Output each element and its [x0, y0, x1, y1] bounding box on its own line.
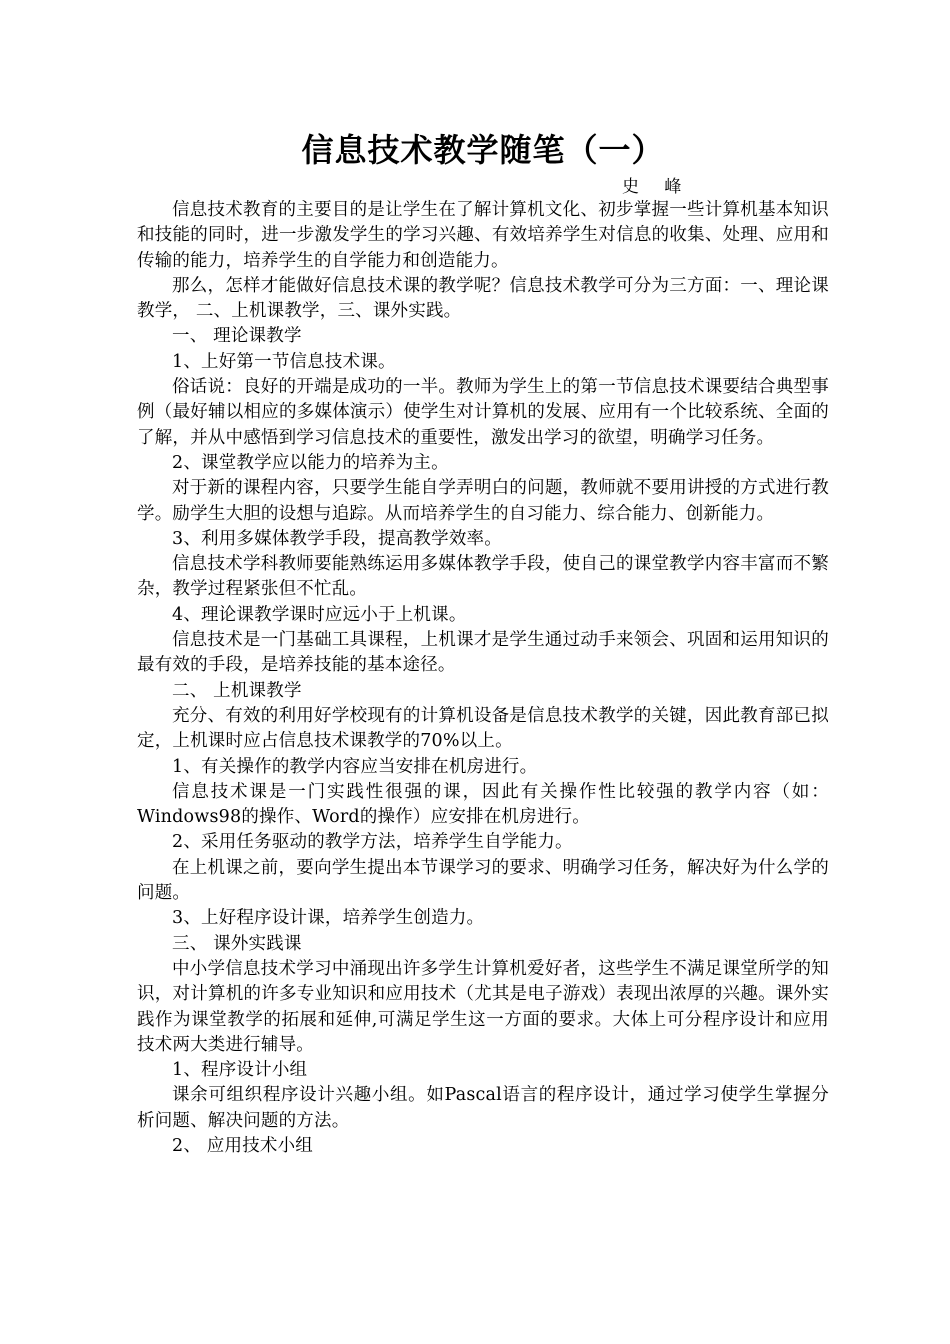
- subheading: 2、 应用技术小组: [172, 1135, 313, 1156]
- paragraph: 充分、有效的利用好学校现有的计算机设备是信息技术教学的关键，因此教育部已拟定，上机课时应占信息技术课教学的70%以上。: [137, 705, 829, 752]
- subheading: 3、上好程序设计课，培养学生创造力。: [172, 908, 485, 929]
- paragraph: 信息技术是一门基础工具课程，上机课才是学生通过动手来领会、巩固和运用知识的最有效的手段，是培养技能的基本途径。: [137, 630, 829, 676]
- subheading: 3、利用多媒体教学手段，提高教学效率。: [172, 528, 502, 549]
- paragraph: 俗话说：良好的开端是成功的一半。教师为学生上的第一节信息技术课要结合典型事例（最好辅以相应的多媒体演示）使学生对计算机的发展、应用有一个比较系统、全面的了解，并从中感悟到学习信息技术的重要性，激发出学习的欲望，明确学习任务。: [137, 377, 829, 448]
- doc-author: 史 峰: [622, 177, 692, 197]
- paragraph: 信息技术学科教师要能熟练运用多媒体教学手段，使自己的课堂教学内容丰富而不繁杂，教学过程紧张但不忙乱。: [137, 554, 829, 600]
- section-heading: 三、 课外实践课: [172, 933, 302, 954]
- subheading: 2、课堂教学应以能力的培养为主。: [172, 452, 449, 473]
- doc-title: 信息技术教学随笔（一）: [301, 131, 665, 169]
- subheading: 2、采用任务驱动的教学方法，培养学生自学能力。: [172, 832, 573, 853]
- paragraph: 信息技术课是一门实践性很强的课，因此有关操作性比较强的教学内容（如：Windows98的操作、Word的操作）应安排在机房进行。: [137, 781, 829, 828]
- subheading: 4、理论课教学课时应远小于上机课。: [172, 604, 467, 625]
- document-page: [137, 120, 829, 1159]
- paragraph: 信息技术教育的主要目的是让学生在了解计算机文化、初步掌握一些计算机基本知识和技能的同时，进一步激发学生的学习兴趣、有效培养学生对信息的收集、处理、应用和传输的能力，培养学生的自学能力和创造能力。: [137, 200, 829, 271]
- subheading: 1、上好第一节信息技术课。: [172, 351, 396, 372]
- section-heading: 一、 理论课教学: [172, 326, 302, 347]
- paragraph: 中小学信息技术学习中涌现出许多学生计算机爱好者，这些学生不满足课堂所学的知识，对计算机的许多专业知识和应用技术（尤其是电子游戏）表现出浓厚的兴趣。课外实践作为课堂教学的拓展和延伸,可满足学生这一方面的要求。大体上可分程序设计和应用技术两大类进行辅导。: [137, 958, 829, 1055]
- paragraph: 对于新的课程内容，只要学生能自学弄明白的问题，教师就不要用讲授的方式进行教学。励学生大胆的设想与追踪。从而培养学生的自习能力、综合能力、创新能力。: [137, 478, 829, 524]
- doc-body: [137, 198, 829, 1159]
- paragraph: 在上机课之前，要向学生提出本节课学习的要求、明确学习任务，解决好为什么学的问题。: [137, 857, 829, 904]
- subheading: 1、程序设计小组: [172, 1060, 308, 1081]
- section-heading: 二、 上机课教学: [172, 680, 302, 701]
- paragraph: 那么，怎样才能做好信息技术课的教学呢？信息技术教学可分为三方面：一、理论课教学， 二、上机课教学，三、课外实践。: [137, 275, 829, 322]
- paragraph: 课余可组织程序设计兴趣小组。如Pascal语言的程序设计，通过学习使学生掌握分析问题、解决问题的方法。: [137, 1085, 829, 1131]
- subheading: 1、有关操作的教学内容应当安排在机房进行。: [172, 756, 538, 777]
